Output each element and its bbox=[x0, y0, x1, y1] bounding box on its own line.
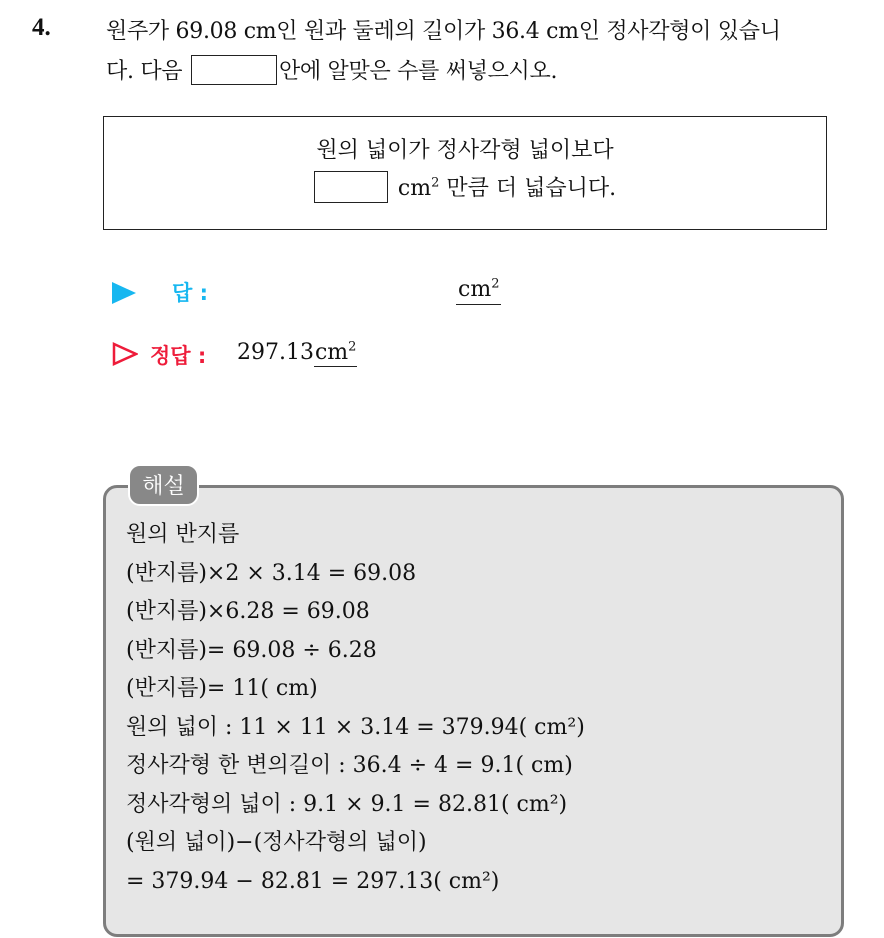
problem-box bbox=[103, 116, 827, 230]
question-line-2-after: 안에 알맞은 수를 써넣으시오. bbox=[278, 59, 558, 84]
explanation-line: (반지름)= 11( cm) bbox=[126, 676, 318, 701]
problem-line-2 bbox=[104, 170, 826, 208]
problem-unit-power: 2 bbox=[431, 175, 440, 191]
correct-answer-value-wrap bbox=[237, 340, 357, 367]
correct-answer-unit: cm bbox=[314, 340, 349, 365]
answer-blank-box bbox=[314, 171, 388, 203]
explanation-line: (원의 넓이)−(정사각형의 넓이) bbox=[126, 830, 427, 855]
explanation-line: 원의 반지름 bbox=[126, 522, 240, 547]
question-line-2-before: 다. 다음 bbox=[106, 59, 183, 84]
answer-row bbox=[112, 276, 612, 310]
answer-unit: cm bbox=[458, 277, 492, 302]
correct-answer-value: 297.13 bbox=[237, 340, 314, 365]
problem-line-1: 원의 넓이가 정사각형 넓이보다 bbox=[316, 138, 614, 163]
explanation-line: 정사각형 한 변의길이 : 36.4 ÷ 4 = 9.1( cm) bbox=[126, 753, 573, 778]
explanation-tab: 해설 bbox=[128, 464, 199, 506]
explanation-line: (반지름)×6.28 = 69.08 bbox=[126, 599, 370, 624]
explanation-box bbox=[103, 485, 844, 937]
question-text bbox=[106, 12, 866, 92]
question-line-2 bbox=[106, 52, 866, 92]
explanation-line: (반지름)= 69.08 ÷ 6.28 bbox=[126, 637, 377, 663]
explanation-line: 정사각형의 넓이 : 9.1 × 9.1 = 82.81( cm²) bbox=[126, 791, 568, 817]
problem-line-2-after: 만큼 더 넓습니다. bbox=[446, 176, 617, 201]
correct-answer-unit-power: 2 bbox=[348, 339, 357, 355]
problem-unit: cm bbox=[397, 176, 432, 201]
explanation-line: = 379.94 − 82.81 = 297.13( cm²) bbox=[126, 868, 500, 894]
answer-label: 답 : bbox=[172, 281, 208, 305]
explanation-line: 원의 넓이 : 11 × 11 × 3.14 = 379.94( cm²) bbox=[126, 714, 585, 740]
play-arrow-icon bbox=[112, 282, 136, 304]
correct-answer-row bbox=[112, 338, 612, 372]
blank-box-inline bbox=[191, 55, 277, 85]
question-number: 4. bbox=[32, 14, 51, 41]
correct-answer-label: 정답 : bbox=[150, 344, 207, 368]
answer-unit-power: 2 bbox=[491, 276, 500, 292]
correct-answer-unit-wrap bbox=[314, 340, 357, 367]
explanation-line: (반지름)×2 × 3.14 = 69.08 bbox=[126, 560, 417, 586]
answer-input-line[interactable] bbox=[456, 276, 501, 305]
question-line-1: 원주가 69.08 cm인 원과 둘레의 길이가 36.4 cm인 정사각형이 있습니 bbox=[106, 19, 781, 44]
outline-arrow-icon bbox=[112, 342, 138, 366]
